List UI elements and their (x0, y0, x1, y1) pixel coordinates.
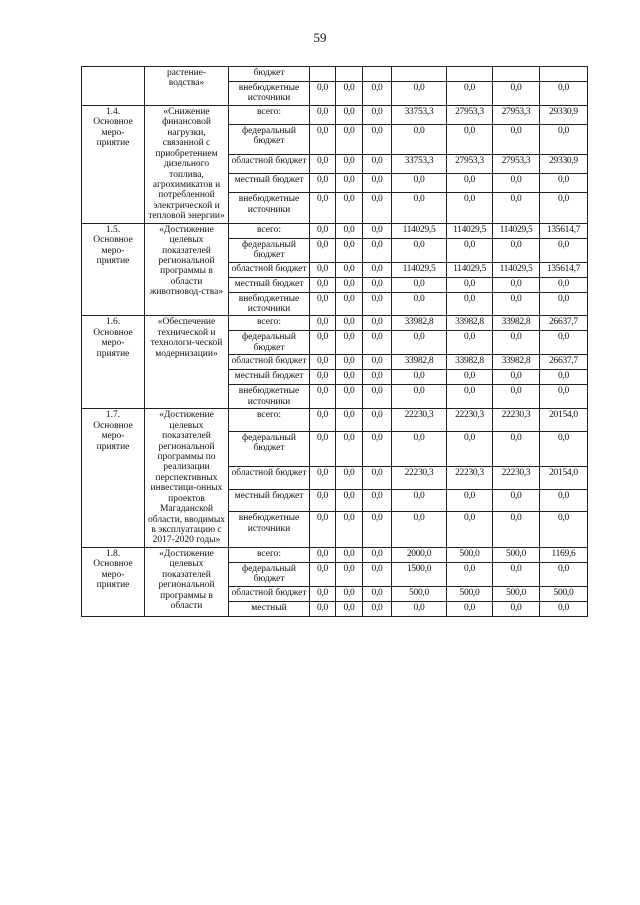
amount-cell: 27953,3 (447, 155, 493, 174)
funding-source-cell: местный бюджет (229, 370, 310, 385)
amount-cell: 0,0 (310, 105, 336, 124)
table-row (82, 105, 588, 124)
amount-cell: 0,0 (493, 277, 540, 292)
funding-source-cell: внебюджетные источники (229, 512, 310, 548)
amount-cell: 0,0 (336, 562, 363, 586)
amount-cell: 0,0 (336, 601, 363, 616)
amount-cell: 0,0 (310, 277, 336, 292)
funding-source-cell: внебюджетные источники (229, 193, 310, 223)
amount-cell: 0,0 (447, 512, 493, 548)
amount-cell: 0,0 (310, 512, 336, 548)
amount-cell: 0,0 (447, 193, 493, 223)
amount-cell: 0,0 (336, 431, 363, 467)
amount-cell: 0,0 (336, 223, 363, 238)
activity-name-cell: «Достижение целевых показателей региональной программы в области (145, 547, 229, 616)
amount-cell: 114029,5 (493, 223, 540, 238)
amount-cell: 114029,5 (447, 223, 493, 238)
amount-cell: 0,0 (336, 385, 363, 409)
amount-cell: 33982,8 (392, 355, 447, 370)
amount-cell: 0,0 (336, 409, 363, 431)
amount-cell: 0,0 (540, 331, 588, 355)
amount-cell: 0,0 (363, 409, 392, 431)
amount-cell: 0,0 (363, 193, 392, 223)
amount-cell: 0,0 (336, 193, 363, 223)
funding-source-cell: всего: (229, 316, 310, 331)
activity-name-cell: «Достижение целевых показателей региональной программы по реализации перспективных инвестици-онных проектов Магаданской области, вводимых в эксплуатацию с 2017-2020 годы» (145, 409, 229, 548)
funding-source-cell: всего: (229, 409, 310, 431)
amount-cell: 0,0 (392, 385, 447, 409)
amount-cell: 2000,0 (392, 547, 447, 562)
funding-source-cell: федеральный бюджет (229, 562, 310, 586)
amount-cell: 26637,7 (540, 355, 588, 370)
amount-cell: 0,0 (336, 355, 363, 370)
amount-cell: 0,0 (336, 105, 363, 124)
activity-id-cell: 1.8. Основное меро- приятие (82, 547, 145, 616)
amount-cell: 0,0 (493, 292, 540, 316)
amount-cell: 500,0 (493, 586, 540, 601)
amount-cell: 0,0 (363, 370, 392, 385)
amount-cell: 1169,6 (540, 547, 588, 562)
amount-cell: 0,0 (310, 409, 336, 431)
amount-cell: 0,0 (310, 489, 336, 511)
amount-cell: 0,0 (392, 82, 447, 106)
amount-cell: 0,0 (363, 105, 392, 124)
amount-cell: 0,0 (447, 174, 493, 193)
amount-cell: 0,0 (363, 331, 392, 355)
amount-cell: 0,0 (310, 82, 336, 106)
amount-cell: 114029,5 (392, 262, 447, 277)
amount-cell: 20154,0 (540, 467, 588, 489)
amount-cell (392, 67, 447, 82)
activity-id-cell: 1.4. Основное меро- приятие (82, 105, 145, 223)
amount-cell: 0,0 (336, 370, 363, 385)
amount-cell: 0,0 (363, 155, 392, 174)
funding-source-cell: местный бюджет (229, 277, 310, 292)
table-row (82, 547, 588, 562)
amount-cell: 0,0 (447, 238, 493, 262)
amount-cell: 0,0 (363, 223, 392, 238)
funding-source-cell: местный (229, 601, 310, 616)
table-row (82, 67, 588, 82)
amount-cell: 33982,8 (493, 316, 540, 331)
amount-cell: 0,0 (363, 238, 392, 262)
amount-cell: 0,0 (336, 586, 363, 601)
table-row (82, 223, 588, 238)
activity-id-cell: 1.6. Основное меро- приятие (82, 316, 145, 409)
amount-cell: 500,0 (540, 586, 588, 601)
amount-cell: 0,0 (493, 238, 540, 262)
amount-cell: 22230,3 (493, 467, 540, 489)
amount-cell: 0,0 (540, 174, 588, 193)
activity-id-cell: 1.7. Основное меро- приятие (82, 409, 145, 548)
amount-cell: 0,0 (363, 562, 392, 586)
amount-cell: 0,0 (540, 512, 588, 548)
activity-id-cell: 1.5. Основное меро- приятие (82, 223, 145, 316)
amount-cell: 0,0 (310, 292, 336, 316)
amount-cell: 0,0 (493, 489, 540, 511)
amount-cell: 0,0 (336, 489, 363, 511)
amount-cell: 0,0 (363, 512, 392, 548)
amount-cell: 0,0 (540, 489, 588, 511)
amount-cell: 0,0 (392, 512, 447, 548)
amount-cell: 0,0 (336, 262, 363, 277)
amount-cell: 1500,0 (392, 562, 447, 586)
table-row (82, 409, 588, 431)
amount-cell: 0,0 (540, 292, 588, 316)
amount-cell: 22230,3 (493, 409, 540, 431)
amount-cell: 0,0 (392, 601, 447, 616)
amount-cell: 0,0 (392, 489, 447, 511)
amount-cell: 0,0 (336, 292, 363, 316)
amount-cell: 135614,7 (540, 262, 588, 277)
amount-cell: 0,0 (363, 431, 392, 467)
amount-cell: 22230,3 (392, 409, 447, 431)
amount-cell: 0,0 (540, 370, 588, 385)
amount-cell: 0,0 (493, 124, 540, 154)
amount-cell: 0,0 (310, 467, 336, 489)
amount-cell: 0,0 (363, 586, 392, 601)
amount-cell: 0,0 (310, 124, 336, 154)
amount-cell: 0,0 (447, 82, 493, 106)
amount-cell: 22230,3 (447, 409, 493, 431)
funding-source-cell: местный бюджет (229, 489, 310, 511)
amount-cell: 0,0 (447, 601, 493, 616)
amount-cell: 33982,8 (493, 355, 540, 370)
amount-cell: 135614,7 (540, 223, 588, 238)
amount-cell: 0,0 (363, 262, 392, 277)
funding-source-cell: внебюджетные источники (229, 385, 310, 409)
amount-cell: 0,0 (540, 238, 588, 262)
amount-cell (310, 67, 336, 82)
amount-cell: 0,0 (310, 238, 336, 262)
amount-cell: 0,0 (363, 277, 392, 292)
amount-cell: 0,0 (336, 512, 363, 548)
amount-cell: 0,0 (540, 277, 588, 292)
amount-cell: 0,0 (310, 586, 336, 601)
amount-cell: 0,0 (447, 431, 493, 467)
amount-cell (493, 67, 540, 82)
funding-source-cell: областной бюджет (229, 586, 310, 601)
amount-cell: 0,0 (392, 124, 447, 154)
amount-cell: 22230,3 (447, 467, 493, 489)
funding-source-cell: областной бюджет (229, 262, 310, 277)
amount-cell: 0,0 (540, 601, 588, 616)
table-row (82, 316, 588, 331)
amount-cell: 0,0 (447, 331, 493, 355)
amount-cell: 0,0 (363, 467, 392, 489)
amount-cell: 20154,0 (540, 409, 588, 431)
amount-cell: 0,0 (447, 370, 493, 385)
amount-cell: 0,0 (540, 124, 588, 154)
amount-cell: 0,0 (447, 385, 493, 409)
amount-cell: 0,0 (336, 238, 363, 262)
amount-cell: 33982,8 (447, 316, 493, 331)
amount-cell: 0,0 (310, 385, 336, 409)
budget-table (81, 66, 588, 617)
amount-cell: 0,0 (336, 467, 363, 489)
amount-cell: 0,0 (392, 174, 447, 193)
amount-cell: 500,0 (392, 586, 447, 601)
amount-cell: 0,0 (336, 124, 363, 154)
amount-cell (363, 67, 392, 82)
amount-cell: 27953,3 (447, 105, 493, 124)
amount-cell: 0,0 (310, 601, 336, 616)
amount-cell: 0,0 (447, 562, 493, 586)
amount-cell: 0,0 (540, 431, 588, 467)
page-number: 59 (313, 30, 327, 45)
amount-cell: 0,0 (392, 277, 447, 292)
amount-cell: 0,0 (540, 562, 588, 586)
amount-cell: 0,0 (310, 193, 336, 223)
amount-cell: 0,0 (363, 547, 392, 562)
amount-cell: 0,0 (363, 292, 392, 316)
amount-cell: 114029,5 (392, 223, 447, 238)
amount-cell: 0,0 (310, 262, 336, 277)
amount-cell: 29330,9 (540, 155, 588, 174)
activity-name-cell: «Обеспечение технической и технологи-ческой модернизации» (145, 316, 229, 409)
activity-id-cell (82, 67, 145, 106)
amount-cell: 0,0 (336, 277, 363, 292)
amount-cell: 26637,7 (540, 316, 588, 331)
amount-cell: 0,0 (392, 238, 447, 262)
amount-cell: 0,0 (310, 223, 336, 238)
amount-cell: 500,0 (493, 547, 540, 562)
funding-source-cell: федеральный бюджет (229, 124, 310, 154)
amount-cell: 0,0 (336, 316, 363, 331)
amount-cell: 0,0 (392, 331, 447, 355)
amount-cell: 29330,9 (540, 105, 588, 124)
amount-cell: 0,0 (493, 370, 540, 385)
amount-cell: 0,0 (363, 316, 392, 331)
amount-cell: 0,0 (540, 385, 588, 409)
funding-source-cell: областной бюджет (229, 155, 310, 174)
amount-cell: 0,0 (392, 292, 447, 316)
funding-source-cell: федеральный бюджет (229, 238, 310, 262)
amount-cell: 0,0 (363, 355, 392, 370)
funding-source-cell: бюджет (229, 67, 310, 82)
amount-cell: 0,0 (336, 547, 363, 562)
funding-source-cell: внебюджетные источники (229, 82, 310, 106)
amount-cell: 0,0 (363, 82, 392, 106)
amount-cell: 114029,5 (493, 262, 540, 277)
amount-cell: 0,0 (493, 193, 540, 223)
amount-cell: 0,0 (310, 316, 336, 331)
amount-cell: 0,0 (493, 174, 540, 193)
amount-cell: 0,0 (447, 277, 493, 292)
amount-cell: 0,0 (363, 174, 392, 193)
amount-cell: 0,0 (493, 431, 540, 467)
amount-cell: 0,0 (336, 331, 363, 355)
amount-cell: 33753,3 (392, 105, 447, 124)
amount-cell: 500,0 (447, 547, 493, 562)
amount-cell (540, 67, 588, 82)
amount-cell: 0,0 (310, 331, 336, 355)
amount-cell: 114029,5 (447, 262, 493, 277)
amount-cell: 0,0 (392, 431, 447, 467)
funding-source-cell: всего: (229, 547, 310, 562)
amount-cell: 22230,3 (392, 467, 447, 489)
amount-cell: 33982,8 (392, 316, 447, 331)
funding-source-cell: федеральный бюджет (229, 331, 310, 355)
funding-source-cell: всего: (229, 223, 310, 238)
amount-cell: 0,0 (392, 370, 447, 385)
amount-cell: 27953,3 (493, 155, 540, 174)
amount-cell: 0,0 (336, 174, 363, 193)
amount-cell: 0,0 (493, 82, 540, 106)
amount-cell: 0,0 (447, 124, 493, 154)
amount-cell: 0,0 (447, 292, 493, 316)
activity-name-cell: растение- водства» (145, 67, 229, 106)
amount-cell: 0,0 (310, 431, 336, 467)
amount-cell: 0,0 (363, 124, 392, 154)
amount-cell: 0,0 (363, 489, 392, 511)
amount-cell: 33982,8 (447, 355, 493, 370)
amount-cell: 0,0 (493, 601, 540, 616)
amount-cell: 0,0 (363, 385, 392, 409)
amount-cell: 27953,3 (493, 105, 540, 124)
amount-cell: 0,0 (310, 355, 336, 370)
amount-cell (447, 67, 493, 82)
amount-cell: 0,0 (336, 155, 363, 174)
amount-cell: 0,0 (493, 512, 540, 548)
funding-source-cell: областной бюджет (229, 355, 310, 370)
amount-cell: 0,0 (363, 601, 392, 616)
funding-source-cell: внебюджетные источники (229, 292, 310, 316)
amount-cell: 0,0 (310, 155, 336, 174)
amount-cell: 0,0 (447, 489, 493, 511)
funding-source-cell: всего: (229, 105, 310, 124)
funding-source-cell: местный бюджет (229, 174, 310, 193)
amount-cell: 0,0 (310, 562, 336, 586)
amount-cell: 0,0 (493, 385, 540, 409)
amount-cell (336, 67, 363, 82)
amount-cell: 0,0 (336, 82, 363, 106)
amount-cell: 0,0 (540, 193, 588, 223)
funding-source-cell: областной бюджет (229, 467, 310, 489)
activity-name-cell: «Достижение целевых показателей региональной программы в области животновод-ства» (145, 223, 229, 316)
amount-cell: 0,0 (310, 174, 336, 193)
amount-cell: 0,0 (540, 82, 588, 106)
amount-cell: 0,0 (310, 547, 336, 562)
activity-name-cell: «Снижение финансовой нагрузки, связанной с приобретением дизельного топлива, агрохимикатов и потребленной электрической и тепловой энергии» (145, 105, 229, 223)
amount-cell: 0,0 (310, 370, 336, 385)
amount-cell: 0,0 (493, 331, 540, 355)
amount-cell: 500,0 (447, 586, 493, 601)
amount-cell: 0,0 (392, 193, 447, 223)
amount-cell: 33753,3 (392, 155, 447, 174)
amount-cell: 0,0 (493, 562, 540, 586)
funding-source-cell: федеральный бюджет (229, 431, 310, 467)
